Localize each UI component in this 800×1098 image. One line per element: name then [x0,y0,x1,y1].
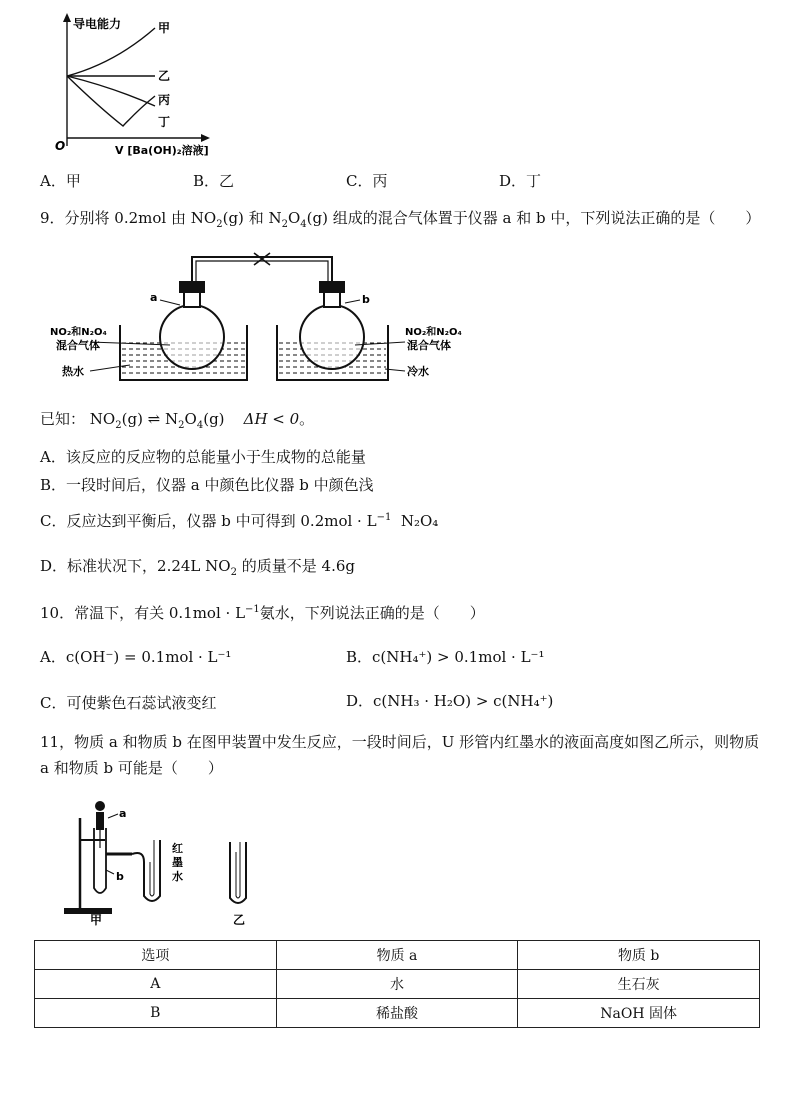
q8-option-d[interactable]: D．丁 [499,172,542,190]
flask-label-a: a [150,291,158,304]
q9-option-d[interactable]: D．标准状况下，2.24L $NO_2$ 的质量不是 4.6g [40,557,355,578]
table-row[interactable] [35,999,760,1028]
flask-a [160,305,224,369]
formula-n2o4-g: $N_2O_4(g)$ [268,209,328,230]
flask-b [300,305,364,369]
conductivity-graph [55,8,225,158]
q10-option-d[interactable]: D．c(NH₃ · H₂O) > c(NH₄⁺) [346,692,554,710]
right-gas-label-2: 混合气体 [407,339,451,352]
graph-curve-label-yi: 乙 [158,69,171,83]
x-axis-arrow [201,134,210,142]
graph-x-label: V [Ba(OH)₂溶液] [115,144,209,157]
formula-no2-g: $NO_2(g)$ [190,209,244,230]
curve-jia [67,28,155,76]
q10-option-a[interactable]: A．c(OH⁻) = 0.1mol · L⁻¹ [40,648,232,666]
u-tube-jia [132,840,160,901]
red-ink-label-2: 墨 [172,856,183,869]
q10-option-b[interactable]: B．c(NH₄⁺) > 0.1mol · L⁻¹ [346,648,545,666]
table-cell: 水 [276,970,518,999]
curve-bing [67,76,155,106]
q9-option-b[interactable]: B．一段时间后，仪器 a 中颜色比仪器 b 中颜色浅 [40,476,374,494]
equilibrium-equation: $NO_2(g)$ ⇌ $N_2O_4(g)$ [89,410,225,431]
q8-option-a[interactable]: A．甲 [40,172,81,190]
graph-origin-label: O [55,139,66,153]
table-cell: B [35,999,277,1028]
y-axis-arrow [63,13,71,22]
clamp-icon [254,253,270,265]
table-cell: 生石灰 [518,970,760,999]
right-gas-label: NO₂和N₂O₄ [405,327,462,338]
table-header-cell: 物质 b [518,941,760,970]
table-header-cell: 选项 [35,941,277,970]
q11-options-table [34,940,760,1028]
table-cell: NaOH 固体 [518,999,760,1028]
hot-water-label: 热水 [62,365,84,378]
table-row[interactable] [35,970,760,999]
caption-yi: 乙 [233,913,246,927]
u-tube-apparatus-figure [60,790,280,930]
stopper-a [179,281,205,293]
flask-label-b: b [362,293,370,306]
q8-option-c[interactable]: C．丙 [346,172,388,190]
formula-no2: $NO_2$ [205,557,237,578]
table-cell: A [35,970,277,999]
graph-curve-label-bing: 丙 [158,93,171,107]
q9-option-a[interactable]: A．该反应的反应物的总能量小于生成物的总能量 [40,448,366,466]
u-tube-yi [230,842,246,903]
stopper-b [319,281,345,293]
q11-stem-line-2: a 和物质 b 可能是（ ） [40,759,223,777]
table-header-cell: 物质 a [276,941,518,970]
q9-stem: 9．分别将 0.2mol 由 $NO_2(g)$ 和 $N_2O_4(g)$ 组成的混合气体置于仪器 a 和 b 中，下列说法正确的是（ ） [40,209,761,230]
q11-stem-line-1: 11，物质 a 和物质 b 在图甲装置中发生反应，一段时间后，U 形管内红墨水的液面高度如图乙所示，则物质 [40,733,760,751]
q9-option-c[interactable]: C．反应达到平衡后，仪器 b 中可得到 $0.2mol \cdot L^{-1}$ N₂O₄ [40,512,439,530]
q8-option-b[interactable]: B．乙 [193,172,235,190]
red-ink-label-3: 水 [172,870,183,883]
table-cell: 稀盐酸 [276,999,518,1028]
q10-stem: 10．常温下，有关 $0.1mol \cdot L^{-1}$氨水，下列说法正确的是（ ） [40,604,485,622]
graph-curve-label-ding: 丁 [158,115,171,129]
q11-label-b: b [116,870,124,883]
dropper [96,812,104,830]
table-header-row [35,941,760,970]
stand-base [64,908,112,914]
q11-label-a: a [119,807,127,820]
graph-curve-label-jia: 甲 [158,21,171,35]
red-ink-label-1: 红 [172,842,183,855]
graph-y-label: 导电能力 [73,17,122,31]
q9-known: 已知： $NO_2(g)$ ⇌ $N_2O_4(g)$ ΔH < 0。 [40,410,315,431]
flask-apparatus-figure [50,245,480,385]
caption-jia: 甲 [90,913,103,927]
q10-option-c[interactable]: C．可使紫色石蕊试液变红 [40,694,217,712]
left-gas-label: NO₂和N₂O₄ [50,327,107,338]
left-gas-label-2: 混合气体 [56,339,100,352]
cold-water-label: 冷水 [407,365,429,378]
